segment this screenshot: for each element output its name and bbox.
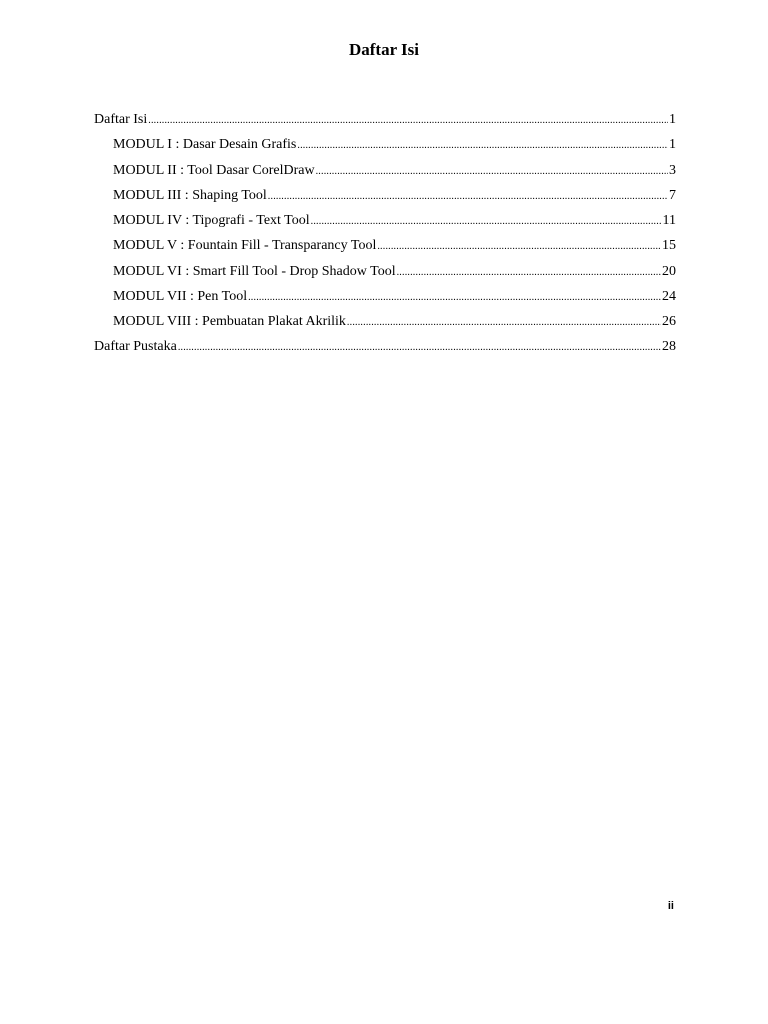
toc-entry-page: 11	[662, 213, 676, 228]
toc-entry-label: Daftar Isi	[94, 112, 148, 127]
toc-entry-label: MODUL II : Tool Dasar CorelDraw	[113, 162, 315, 178]
toc-dot-leader	[148, 112, 668, 130]
page-title: Daftar Isi	[348, 40, 420, 59]
toc-entry-modul-2[interactable]	[94, 162, 676, 187]
toc-entry-label: MODUL III : Shaping Tool	[113, 187, 267, 203]
toc-dot-leader	[268, 188, 668, 206]
toc-entry-label: Daftar Pustaka	[94, 339, 177, 355]
toc-entry-modul-5[interactable]	[94, 237, 676, 262]
toc-entry-daftar-isi[interactable]	[94, 111, 676, 136]
toc-entry-modul-7[interactable]	[94, 288, 676, 313]
toc-dot-leader	[397, 264, 661, 282]
toc-entry-modul-1[interactable]	[94, 136, 676, 161]
toc-entry-daftar-pustaka[interactable]	[94, 338, 676, 363]
toc-dot-leader	[377, 238, 661, 256]
toc-entry-page: 26	[662, 314, 676, 329]
toc-entry-label: MODUL VI : Smart Fill Tool - Drop Shadow Tool	[113, 263, 396, 279]
page-number: ii	[667, 900, 674, 912]
toc-entry-modul-8[interactable]	[94, 313, 676, 338]
toc-entry-page: 28	[662, 339, 676, 355]
toc-entry-page: 3	[669, 162, 676, 178]
toc-dot-leader	[347, 314, 661, 332]
toc-entry-page: 20	[662, 263, 676, 279]
toc-entry-page: 24	[662, 288, 676, 304]
toc-entry-label: MODUL VII : Pen Tool	[113, 288, 248, 304]
toc-entry-label: MODUL V : Fountain Fill - Transparancy Tool	[113, 238, 377, 254]
toc-entry-label: MODUL VIII : Pembuatan Plakat Akrilik	[113, 314, 346, 329]
toc-entry-modul-4[interactable]	[94, 212, 676, 237]
toc-entry-page: 1	[669, 137, 676, 153]
toc-entry-page: 15	[662, 238, 676, 254]
toc-entry-label: MODUL IV : Tipografi - Text Tool	[113, 213, 310, 228]
toc-dot-leader	[248, 289, 661, 307]
toc-entry-label: MODUL I : Dasar Desain Grafis	[113, 137, 297, 153]
toc-entry-modul-3[interactable]	[94, 187, 676, 212]
toc-dot-leader	[178, 339, 661, 357]
toc-entry-page: 7	[669, 187, 676, 203]
toc-dot-leader	[316, 163, 668, 181]
toc-entry-page: 1	[669, 112, 676, 127]
table-of-contents	[94, 111, 676, 364]
toc-dot-leader	[297, 137, 668, 155]
toc-dot-leader	[311, 213, 662, 231]
toc-entry-modul-6[interactable]	[94, 263, 676, 288]
